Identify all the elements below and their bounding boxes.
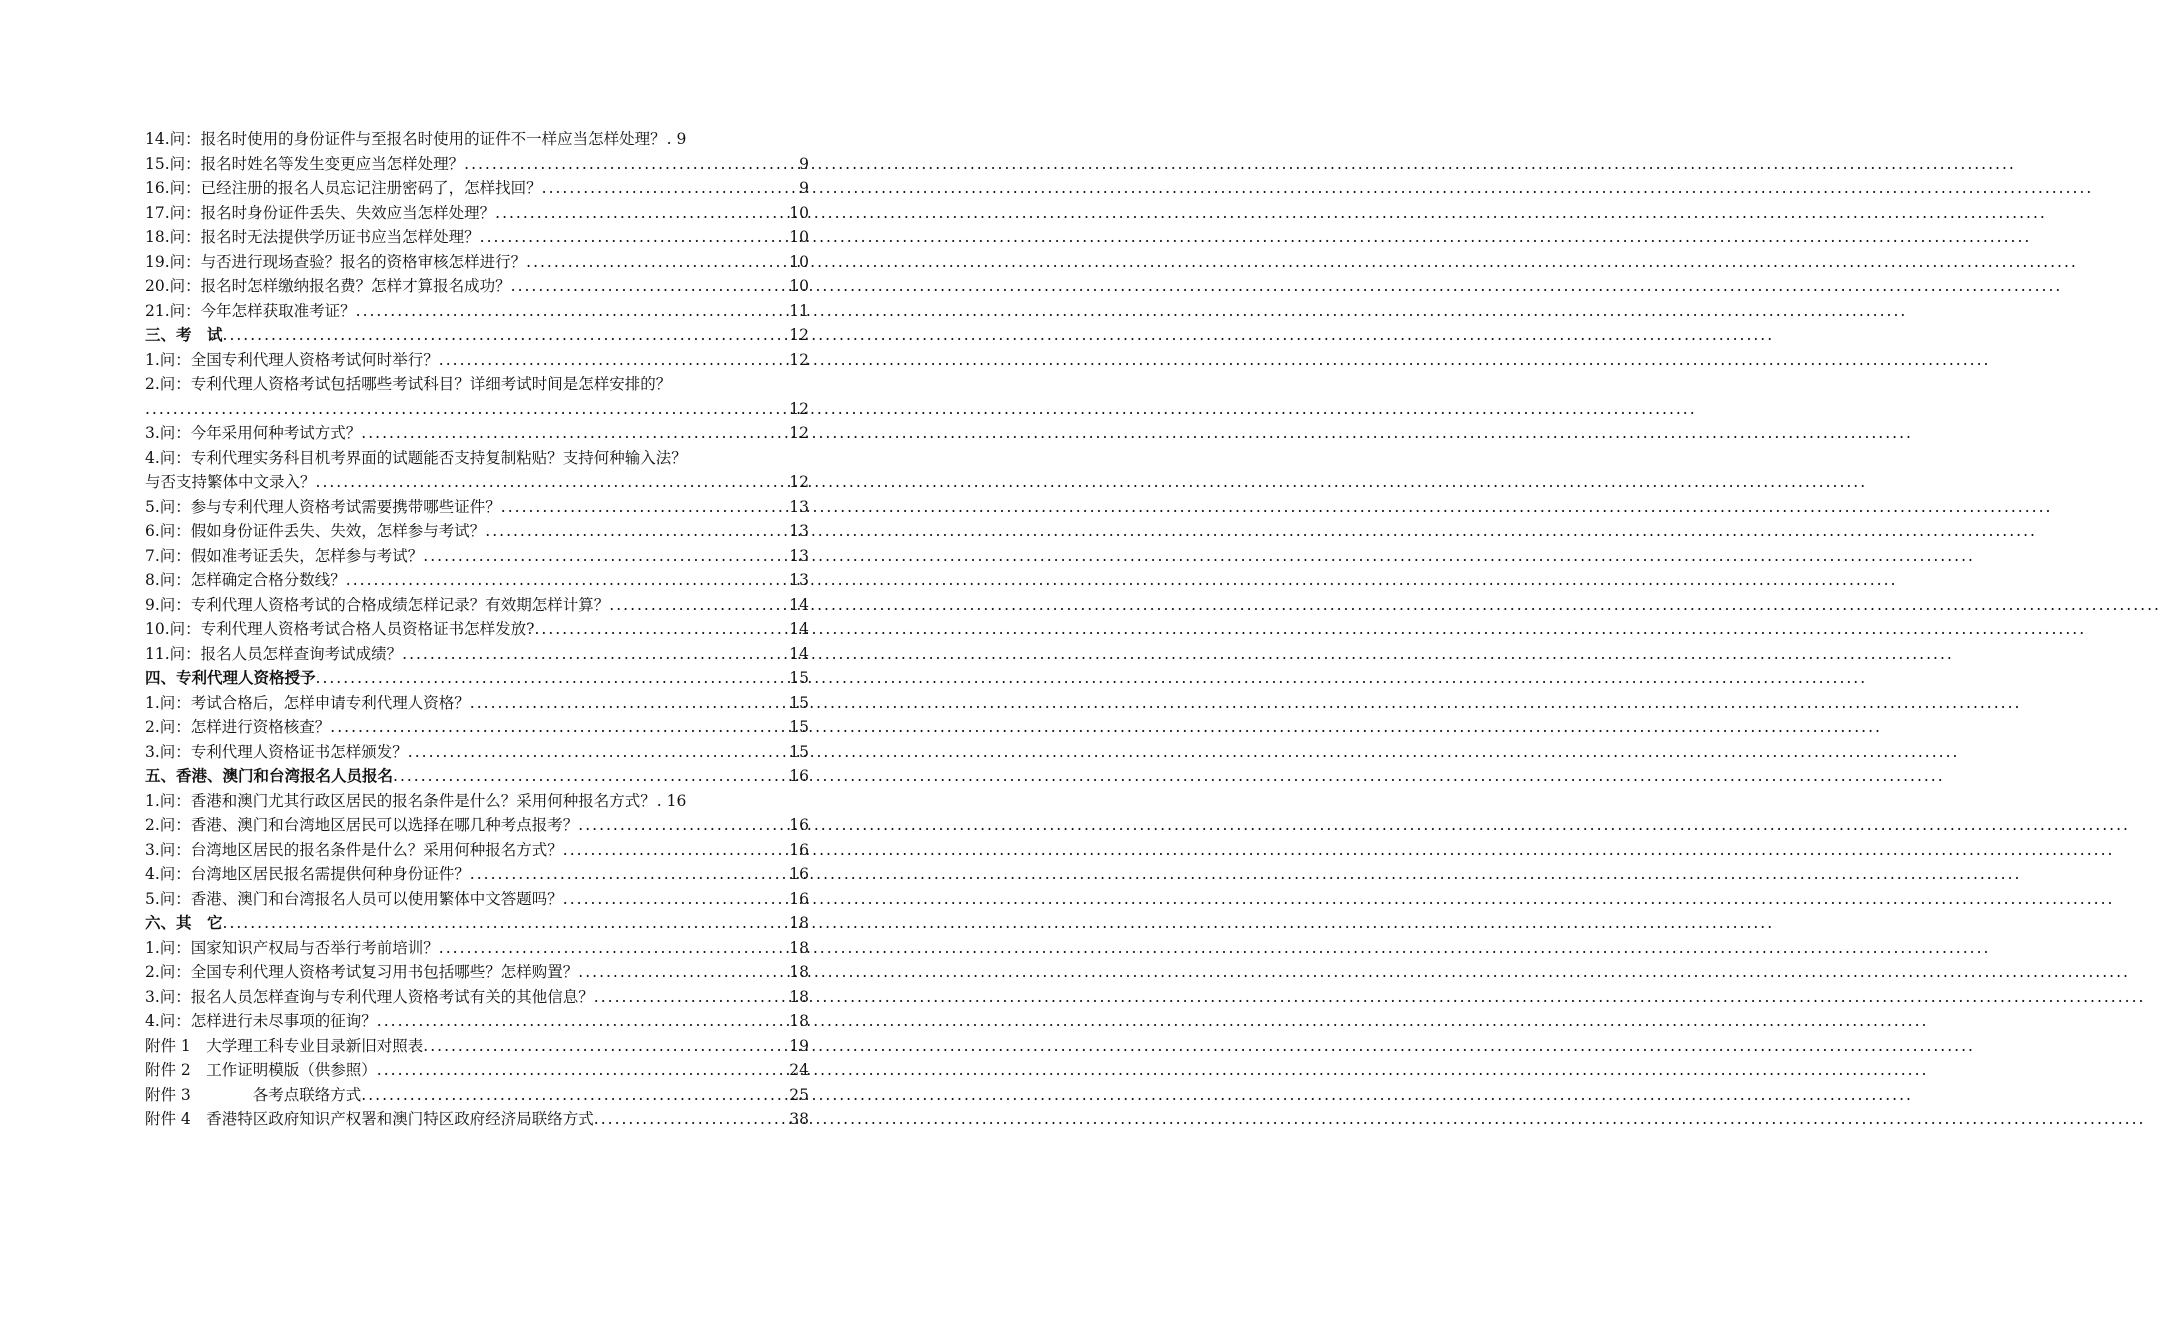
- toc-entry-title: 5.问：香港、澳门和台湾报名人员可以使用繁体中文答题吗？: [145, 889, 563, 908]
- toc-entry[interactable]: [145, 642, 809, 667]
- toc-entry-page: 9: [799, 154, 809, 173]
- toc-entry[interactable]: [145, 985, 809, 1010]
- toc-entry-page: 13: [789, 546, 809, 565]
- toc-entry[interactable]: [145, 1009, 809, 1034]
- toc-entry-title: 2.问：全国专利代理人资格考试复习用书包括哪些？怎样购置？: [145, 963, 579, 981]
- leader-dots: [377, 1058, 788, 1083]
- leader-dots: [316, 470, 789, 495]
- toc-entry[interactable]: [145, 127, 809, 152]
- leader-dots: [408, 740, 788, 765]
- toc-entry-page: 10: [789, 277, 809, 295]
- toc-entry[interactable]: [145, 593, 809, 618]
- toc-entry-title: 14.问：报名时使用的身份证件与至报名时使用的证件不一样应当怎样处理？: [145, 130, 666, 148]
- toc-entry-page: 10: [789, 228, 809, 246]
- leader-dots: [361, 1083, 788, 1108]
- toc-entry[interactable]: [145, 740, 809, 765]
- leader-dots: [361, 421, 788, 446]
- toc-entry-title: 15.问：报名时姓名等发生变更应当怎样处理？: [145, 154, 465, 173]
- leader-dots: [485, 519, 788, 544]
- toc-entry-title: 与否支持繁体中文录入？: [145, 473, 316, 491]
- toc-section-heading[interactable]: [145, 666, 809, 691]
- toc-entry-page: 14: [789, 644, 809, 663]
- leader-dots: [423, 544, 788, 569]
- toc-entry-title: 16.问：已经注册的报名人员忘记注册密码了，怎样找回？: [145, 179, 542, 197]
- toc-entry-title: 5.问：参与专利代理人资格考试需要携带哪些证件？: [145, 497, 501, 516]
- leader-dots: [402, 642, 788, 667]
- toc-entry-title: 附件 3 各考点联络方式: [145, 1085, 362, 1104]
- toc-entry[interactable]: [145, 715, 809, 740]
- leader-dots: [464, 152, 798, 177]
- toc-entry[interactable]: [145, 789, 809, 814]
- leader-dots: [594, 985, 788, 1010]
- toc-entry-page: 18: [789, 963, 809, 981]
- toc-entry[interactable]: [145, 862, 809, 887]
- toc-entry-page: 16: [789, 816, 809, 834]
- leader-dots: [439, 936, 788, 961]
- leader-dots: [470, 862, 788, 887]
- toc-entry-title: 1.问：国家知识产权局与否举行考前培训？: [145, 938, 439, 957]
- toc-entry-page: 15: [789, 742, 809, 761]
- leader-dots: [501, 495, 788, 520]
- toc-entry-page: . 16: [656, 791, 687, 810]
- toc-entry-title: 4.问：专利代理实务科目机考界面的试题能否支持复制粘贴？支持何种输入法？: [145, 448, 687, 467]
- leader-dots: [534, 617, 788, 642]
- toc-entry[interactable]: [145, 887, 809, 912]
- toc-entry[interactable]: [145, 544, 809, 569]
- toc-entry[interactable]: [145, 250, 809, 275]
- toc-entry-continuation[interactable]: [145, 397, 809, 422]
- leader-dots: [526, 250, 788, 275]
- toc-entry-page: 24: [789, 1061, 809, 1079]
- toc-section-heading[interactable]: [145, 911, 809, 936]
- leader-dots: [377, 1009, 788, 1034]
- leader-dots: [480, 225, 789, 250]
- leader-dots: [563, 838, 788, 863]
- toc-entry[interactable]: [145, 568, 809, 593]
- toc-entry-continuation[interactable]: [145, 470, 809, 495]
- toc-entry[interactable]: [145, 152, 809, 177]
- toc-entry[interactable]: [145, 813, 809, 838]
- leader-dots: [330, 715, 788, 740]
- toc-section-heading[interactable]: [145, 323, 809, 348]
- toc-entry-title: 18.问：报名时无法提供学历证书应当怎样处理？: [145, 228, 480, 246]
- toc-entry-title: 3.问：专利代理人资格证书怎样颁发？: [145, 742, 408, 761]
- toc-entry-page: 12: [789, 473, 809, 491]
- toc-entry[interactable]: [145, 519, 809, 544]
- toc-entry[interactable]: [145, 299, 809, 324]
- toc-entry-title: 20.问：报名时怎样缴纳报名费？怎样才算报名成功？: [145, 277, 511, 295]
- toc-entry[interactable]: [145, 691, 809, 716]
- toc-entry-page: 15: [789, 693, 809, 712]
- toc-entry-title: 19.问：与否进行现场查验？报名的资格审核怎样进行？: [145, 252, 527, 271]
- leader-dots: [439, 348, 788, 373]
- toc-entry-title: 附件 2 工作证明模版（供参照）: [145, 1061, 377, 1079]
- toc-entry-title: 17.问：报名时身份证件丢失、失效应当怎样处理？: [145, 203, 496, 222]
- toc-entry-title: 10.问：专利代理人资格考试合格人员资格证书怎样发放?: [145, 620, 535, 638]
- toc-entry-page: 16: [789, 840, 809, 859]
- toc-entry-title: 1.问：香港和澳门尤其行政区居民的报名条件是什么？采用何种报名方式？: [145, 791, 656, 810]
- toc-entry-title: 2.问：怎样进行资格核查？: [145, 718, 331, 736]
- toc-entry-title: 6.问：假如身份证件丢失、失效，怎样参与考试？: [145, 522, 486, 540]
- toc-entry[interactable]: [145, 446, 809, 471]
- toc-entry-title: 1.问：全国专利代理人资格考试何时举行？: [145, 350, 439, 369]
- toc-entry-page: 13: [789, 571, 809, 589]
- toc-entry-page: 18: [789, 938, 809, 957]
- toc-entry-page: 12: [789, 350, 809, 369]
- toc-entry-page: 14: [789, 620, 809, 638]
- toc-entry-page: 16: [789, 889, 809, 908]
- toc-entry-title: 附件 4 香港特区政府知识产权署和澳门特区政府经济局联络方式: [145, 1110, 594, 1128]
- leader-dots: [356, 299, 789, 324]
- toc-entry-title: 8.问：怎样确定合格分数线？: [145, 571, 346, 589]
- leader-dots: [594, 1107, 788, 1132]
- leader-dots: [223, 911, 789, 936]
- leader-dots: [470, 691, 788, 716]
- toc-entry-page: 10: [789, 252, 809, 271]
- table-of-contents: [145, 127, 809, 1132]
- toc-entry-page: 13: [789, 497, 809, 516]
- toc-entry[interactable]: [145, 960, 809, 985]
- toc-entry-page: 9: [799, 179, 809, 197]
- toc-entry-title: 附件 1 大学理工科专业目录新旧对照表: [145, 1036, 424, 1055]
- toc-entry-page: 15: [789, 669, 809, 687]
- toc-entry-title: 4.问：怎样进行未尽事项的征询？: [145, 1012, 377, 1030]
- toc-entry-title: 4.问：台湾地区居民报名需提供何种身份证件？: [145, 865, 470, 883]
- toc-entry-title: 2.问：专利代理人资格考试包括哪些考试科目？详细考试时间是怎样安排的？: [145, 375, 672, 393]
- leader-dots: [511, 274, 789, 299]
- toc-entry-page: 13: [789, 522, 809, 540]
- toc-section-title: 六、其 它: [145, 914, 223, 932]
- toc-entry[interactable]: [145, 495, 809, 520]
- toc-entry[interactable]: [145, 225, 809, 250]
- toc-appendix-entry[interactable]: [145, 1034, 809, 1059]
- toc-entry-page: 16: [789, 865, 809, 883]
- leader-dots: [578, 960, 788, 985]
- toc-entry[interactable]: [145, 274, 809, 299]
- toc-section-title: 五、香港、澳门和台湾报名人员报名: [145, 767, 394, 785]
- leader-dots: [223, 323, 789, 348]
- toc-entry[interactable]: [145, 936, 809, 961]
- toc-section-title: 三、考 试: [145, 326, 223, 344]
- leader-dots: [609, 593, 788, 618]
- toc-entry-page: 18: [789, 987, 809, 1006]
- toc-entry[interactable]: [145, 372, 809, 397]
- toc-entry-page: 38: [789, 1110, 809, 1128]
- toc-entry-page: 19: [789, 1036, 809, 1055]
- toc-entry-title: 2.问：香港、澳门和台湾地区居民可以选择在哪几种考点报考？: [145, 816, 579, 834]
- leader-dots: [423, 1034, 788, 1059]
- toc-entry-page: . 9: [666, 130, 687, 148]
- toc-entry[interactable]: [145, 176, 809, 201]
- toc-entry-title: 3.问：今年采用何种考试方式？: [145, 424, 362, 442]
- toc-entry-page: 14: [789, 595, 809, 614]
- toc-entry[interactable]: [145, 838, 809, 863]
- toc-entry-page: 15: [789, 718, 809, 736]
- toc-entry-page: 10: [789, 203, 809, 222]
- toc-entry[interactable]: [145, 421, 809, 446]
- toc-entry-page: 18: [789, 1012, 809, 1030]
- toc-entry-title: 11.问：报名人员怎样查询考试成绩？: [145, 644, 403, 663]
- leader-dots: [346, 568, 788, 593]
- leader-dots: [393, 764, 788, 789]
- leader-dots: [578, 813, 788, 838]
- toc-entry-title: 3.问：报名人员怎样查询与专利代理人资格考试有关的其他信息？: [145, 987, 594, 1006]
- toc-entry[interactable]: [145, 348, 809, 373]
- toc-entry-page: 12: [789, 399, 809, 418]
- toc-entry-page: 12: [789, 424, 809, 442]
- toc-entry-title: 7.问：假如准考证丢失，怎样参与考试？: [145, 546, 424, 565]
- toc-entry-title: 9.问：专利代理人资格考试的合格成绩怎样记录？有效期怎样计算？: [145, 595, 610, 614]
- toc-appendix-entry[interactable]: [145, 1107, 809, 1132]
- toc-entry-page: 25: [789, 1085, 809, 1104]
- toc-entry[interactable]: [145, 201, 809, 226]
- leader-dots: [563, 887, 788, 912]
- toc-entry-page: 18: [789, 914, 809, 932]
- toc-entry[interactable]: [145, 617, 809, 642]
- leader-dots: [316, 666, 789, 691]
- toc-entry-page: 11: [789, 301, 809, 320]
- leader-dots: [495, 201, 788, 226]
- toc-entry-title: 21.问：今年怎样获取准考证？: [145, 301, 356, 320]
- toc-section-heading[interactable]: [145, 764, 809, 789]
- toc-entry-page: 12: [789, 326, 809, 344]
- toc-entry-title: 1.问：考试合格后，怎样申请专利代理人资格？: [145, 693, 470, 712]
- toc-entry-page: 16: [789, 767, 809, 785]
- leader-dots: [542, 176, 798, 201]
- toc-appendix-entry[interactable]: [145, 1058, 809, 1083]
- toc-entry-title: 3.问：台湾地区居民的报名条件是什么？采用何种报名方式？: [145, 840, 563, 859]
- toc-section-title: 四、专利代理人资格授予: [145, 669, 316, 687]
- toc-appendix-entry[interactable]: [145, 1083, 809, 1108]
- leader-dots: [145, 397, 788, 422]
